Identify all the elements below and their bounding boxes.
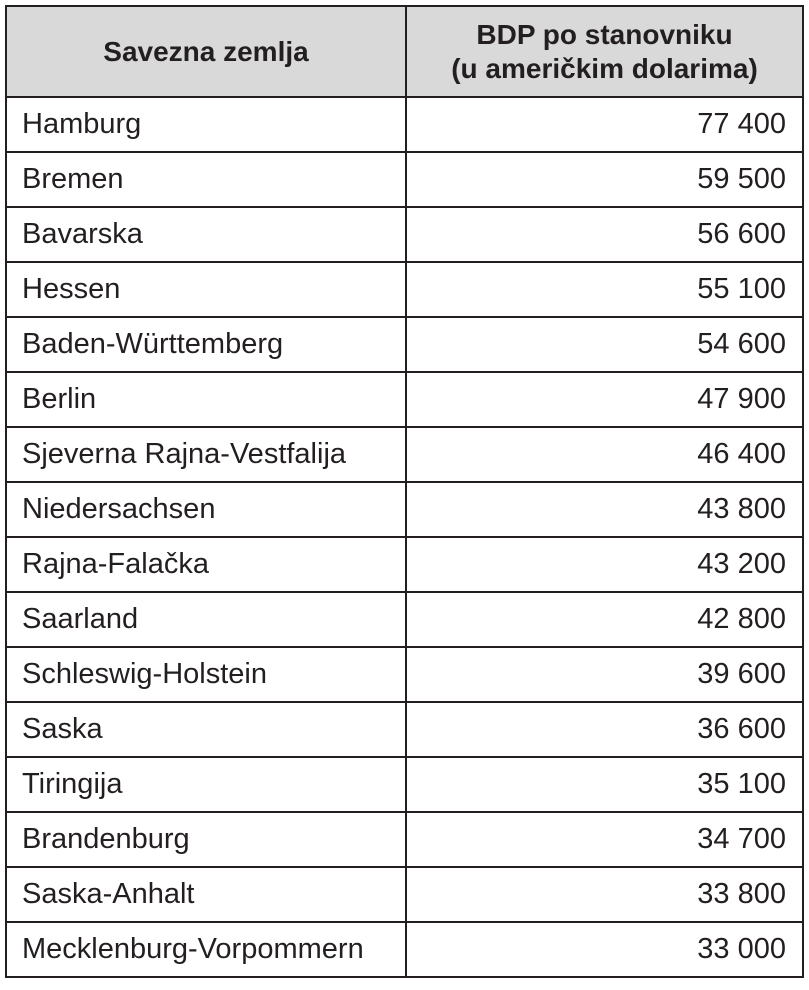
state-cell: Brandenburg xyxy=(6,812,406,867)
state-cell: Saska-Anhalt xyxy=(6,867,406,922)
table-row xyxy=(6,372,803,427)
table-row xyxy=(6,812,803,867)
state-cell: Mecklenburg-Vorpommern xyxy=(6,922,406,977)
state-cell: Schleswig-Holstein xyxy=(6,647,406,702)
gdp-cell: 33 000 xyxy=(406,922,803,977)
gdp-cell: 47 900 xyxy=(406,372,803,427)
state-cell: Rajna-Falačka xyxy=(6,537,406,592)
gdp-cell: 34 700 xyxy=(406,812,803,867)
table-row xyxy=(6,592,803,647)
gdp-cell: 39 600 xyxy=(406,647,803,702)
gdp-cell: 54 600 xyxy=(406,317,803,372)
table-row xyxy=(6,482,803,537)
gdp-cell: 59 500 xyxy=(406,152,803,207)
gdp-cell: 55 100 xyxy=(406,262,803,317)
table-row xyxy=(6,427,803,482)
state-cell: Bremen xyxy=(6,152,406,207)
gdp-cell: 46 400 xyxy=(406,427,803,482)
table-row xyxy=(6,922,803,977)
table-row xyxy=(6,757,803,812)
gdp-cell: 33 800 xyxy=(406,867,803,922)
gdp-cell: 42 800 xyxy=(406,592,803,647)
state-cell: Niedersachsen xyxy=(6,482,406,537)
table-row xyxy=(6,647,803,702)
state-cell: Berlin xyxy=(6,372,406,427)
gdp-cell: 36 600 xyxy=(406,702,803,757)
table-body xyxy=(6,97,803,977)
gdp-cell: 56 600 xyxy=(406,207,803,262)
header-gdp: BDP po stanovniku (u američkim dolarima) xyxy=(406,6,803,97)
state-cell: Hessen xyxy=(6,262,406,317)
state-cell: Sjeverna Rajna-Vestfalija xyxy=(6,427,406,482)
state-cell: Hamburg xyxy=(6,97,406,152)
gdp-cell: 43 200 xyxy=(406,537,803,592)
header-state: Savezna zemlja xyxy=(6,6,406,97)
gdp-cell: 77 400 xyxy=(406,97,803,152)
table-row xyxy=(6,207,803,262)
table-row xyxy=(6,262,803,317)
table-row xyxy=(6,867,803,922)
state-cell: Bavarska xyxy=(6,207,406,262)
gdp-cell: 43 800 xyxy=(406,482,803,537)
table-row xyxy=(6,97,803,152)
state-cell: Saarland xyxy=(6,592,406,647)
gdp-cell: 35 100 xyxy=(406,757,803,812)
state-cell: Baden-Württemberg xyxy=(6,317,406,372)
table-row xyxy=(6,317,803,372)
state-cell: Saska xyxy=(6,702,406,757)
gdp-per-capita-table xyxy=(5,5,804,978)
table-row xyxy=(6,537,803,592)
header-row xyxy=(6,6,803,97)
state-cell: Tiringija xyxy=(6,757,406,812)
table-row xyxy=(6,702,803,757)
table-header xyxy=(6,6,803,97)
table-row xyxy=(6,152,803,207)
gdp-table-container xyxy=(5,5,802,978)
